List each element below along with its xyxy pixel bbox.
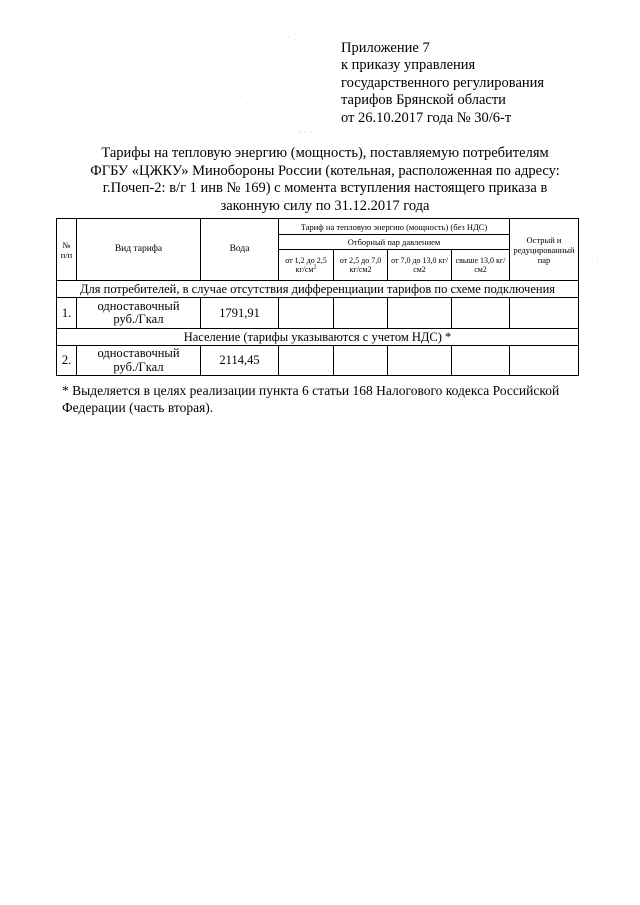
annex-title: Приложение 7: [341, 40, 430, 56]
row-water-value: 2114,45: [201, 346, 279, 376]
footnote: [62, 382, 582, 416]
header-steam-3: от 7,0 до 13,0 кг/см2: [388, 250, 452, 281]
empty-cell: [388, 298, 452, 329]
header-tariff-type: Вид тарифа: [77, 219, 201, 281]
annex-line: тарифов Брянской области: [341, 92, 506, 109]
header-steam-4: свыше 13,0 кг/см2: [452, 250, 510, 281]
header-water: Вода: [201, 219, 279, 281]
section-heading: Население (тарифы указываются с учетом НДС) *: [57, 329, 579, 346]
row-water-value: 1791,91: [201, 298, 279, 329]
title-line: ФГБУ «ЦЖКУ» Минобороны России (котельная, расположенная по адресу:: [90, 162, 560, 179]
empty-cell: [452, 298, 510, 329]
header-number: № п/п: [57, 219, 77, 281]
title-line: Тарифы на тепловую энергию (мощность), поставляемую потребителям: [101, 145, 549, 161]
document-title: [60, 145, 590, 215]
row-number: 1.: [57, 298, 77, 329]
tariff-table: [56, 218, 579, 376]
empty-cell: [510, 346, 579, 376]
header-sharp-steam: Острый и редуцированный пар: [510, 219, 579, 281]
annex-line: государственного регулирования: [341, 74, 545, 91]
header-steam-group: Отборный пар давлением: [279, 235, 510, 250]
annex-line: к приказу управления: [341, 57, 476, 74]
row-number: 2.: [57, 346, 77, 376]
empty-cell: [510, 298, 579, 329]
empty-cell: [388, 346, 452, 376]
row-tariff-type: одноставочный руб./Гкал: [77, 346, 201, 376]
footnote-line: Федерации (часть вторая).: [62, 400, 214, 415]
header-steam-2: от 2,5 до 7,0 кг/см2: [334, 250, 388, 281]
empty-cell: [452, 346, 510, 376]
empty-cell: [334, 298, 388, 329]
row-tariff-type: одноставочный руб./Гкал: [77, 298, 201, 329]
section-heading: Для потребителей, в случае отсутствия дифференциации тарифов по схеме подключения: [57, 281, 579, 298]
title-line: законную силу по 31.12.2017 года: [220, 197, 430, 214]
scan-artifact: ˙ ⋅: [286, 36, 297, 46]
table-row: [57, 346, 579, 376]
header-steam-1: от 1,2 до 2,5 $кг/см^2$: [279, 250, 334, 281]
scan-artifact: ⋅: [596, 258, 599, 268]
table-row: [57, 298, 579, 329]
title-line: г.Почеп-2: в/г 1 инв № 169) с момента вступления настоящего приказа в: [102, 180, 548, 196]
footnote-line: * Выделяется в целях реализации пункта 6 статьи 168 Налогового кодекса Российской: [62, 383, 560, 398]
annex-order-date: от 26.10.2017 года № 30/6-т: [341, 109, 512, 126]
annex-block: [341, 40, 611, 127]
header-tariff-group: Тариф на тепловую энергию (мощность) (без НДС): [279, 219, 510, 235]
empty-cell: [279, 298, 334, 329]
empty-cell: [279, 346, 334, 376]
empty-cell: [334, 346, 388, 376]
scan-artifact: ⋅: [246, 100, 249, 110]
scan-artifact: ⋅ ⋅ ⋅: [298, 128, 313, 138]
